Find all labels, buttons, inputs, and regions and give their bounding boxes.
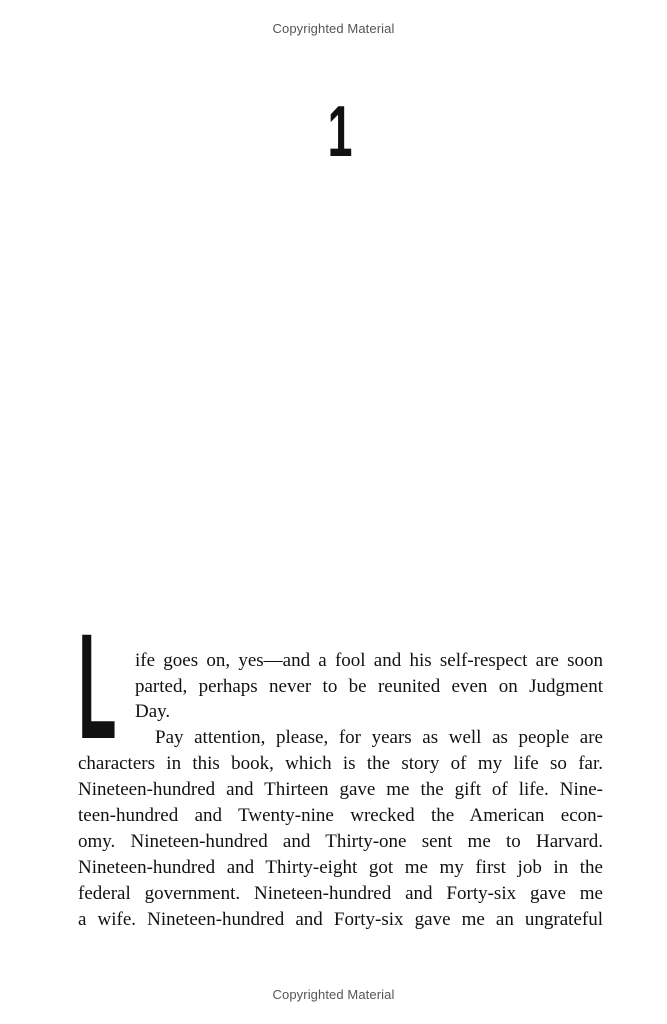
chapter-number: 1 <box>327 92 353 172</box>
body-line: a wife. Nineteen-hundred and Forty-six gave me an ungrateful <box>78 909 603 930</box>
body-line: characters in this book, which is the story of my life so far. <box>78 753 603 774</box>
drop-cap: L <box>78 602 117 770</box>
copyright-watermark-bottom: Copyrighted Material <box>272 987 395 1002</box>
body-line: ife goes on, yes—and a fool and his self-respect are soon <box>135 650 603 671</box>
body-line: Nineteen-hundred and Thirty-eight got me my first job in the <box>78 857 603 878</box>
body-line: federal government. Nineteen-hundred and Forty-six gave me <box>78 883 603 904</box>
body-line: omy. Nineteen-hundred and Thirty-one sent me to Harvard. <box>78 831 603 852</box>
body-line: parted, perhaps never to be reunited even on Judgment <box>135 676 603 697</box>
copyright-watermark-top: Copyrighted Material <box>272 21 395 36</box>
body-line: teen-hundred and Twenty-nine wrecked the American econ- <box>78 805 603 826</box>
body-line: Nineteen-hundred and Thirteen gave me the gift of life. Nine- <box>78 779 603 800</box>
body-line: Day. <box>135 701 171 722</box>
body-line: Pay attention, please, for years as well as people are <box>155 727 603 748</box>
